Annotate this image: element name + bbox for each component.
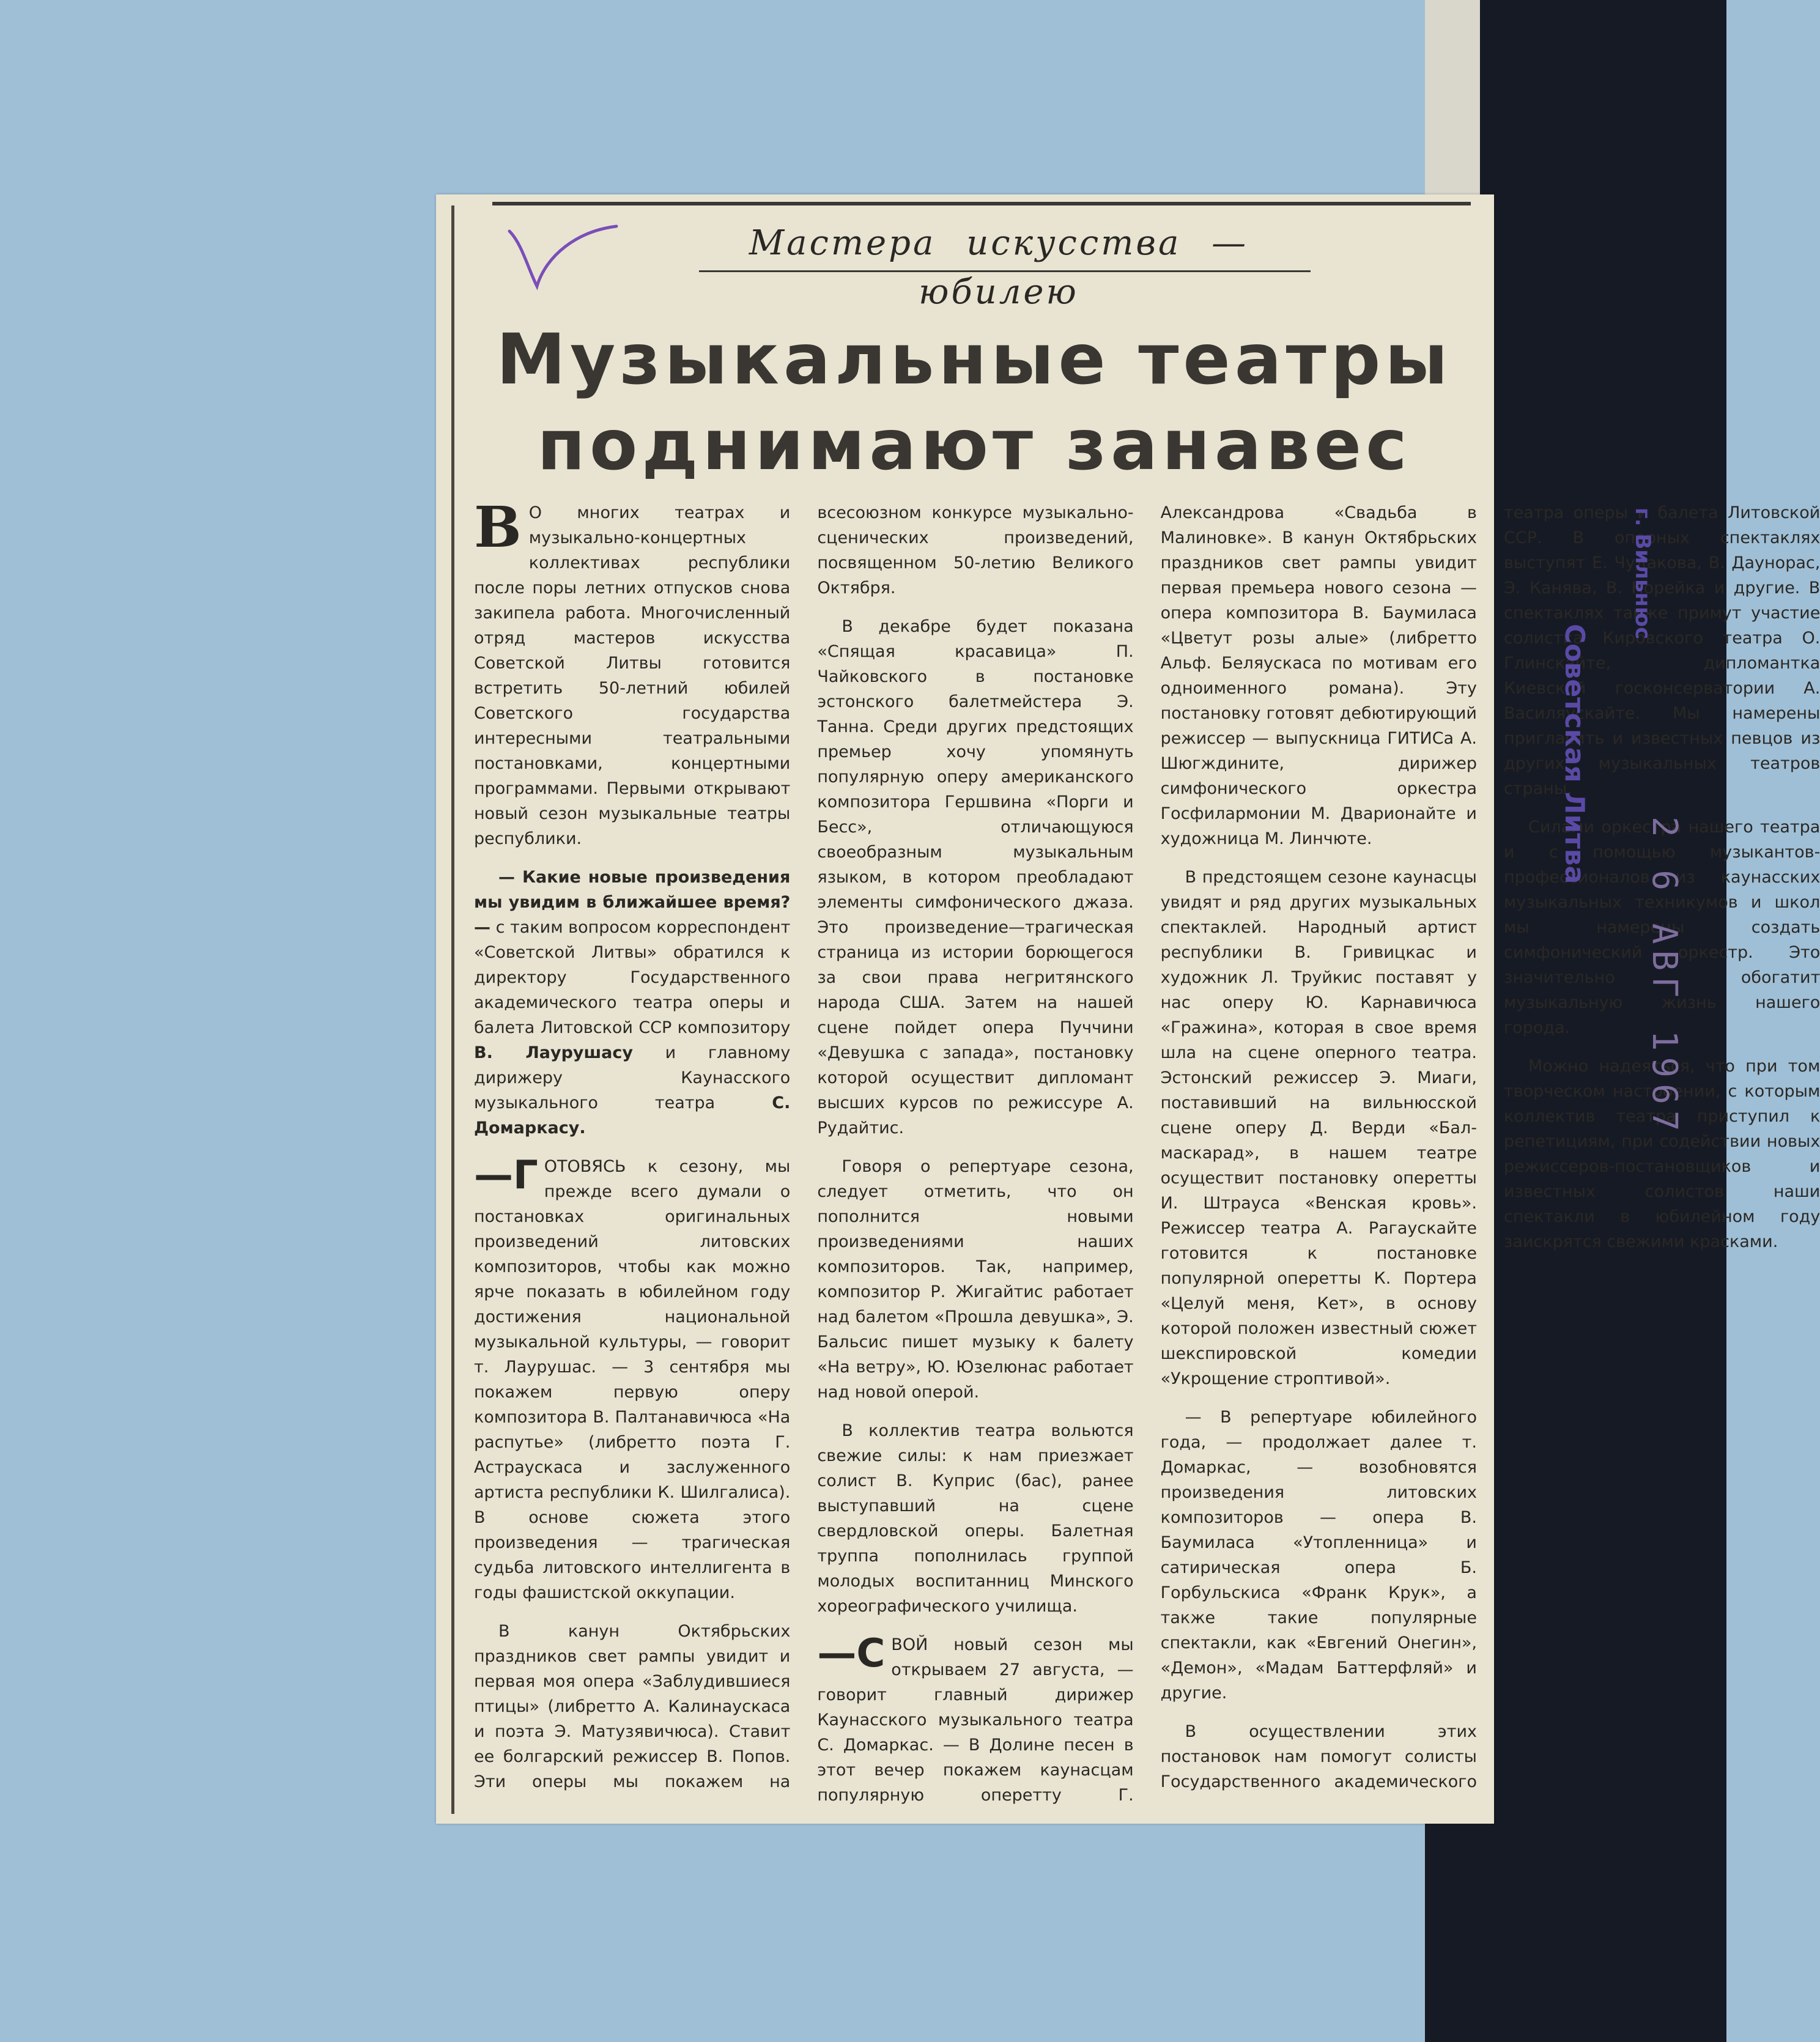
paragraph-6: В предстоящем сезоне каунасцы увидят и ряд других музыкальных спектаклей. Народный артист республики В. Гривицкас и художник Л. Труйкис поставят у нас оперу Ю. Карнавичюса «Гражина», которая в свое время шла на сцене оперного театра. Эстонский режиссер Э. Миаги, поставивший на вильнюсской сцене оперу Д. Верди «Бал-маскарад», в нашем театре осуществит постановку оперетты И. Штрауса «Венская кровь». Режиссер театра А. Рагаускайте готовится к постановке популярной оперетты К. Портера «Целуй меня, Кет», в основу которой положен известный сюжет шекспировской комедии «Укрощение строптивой». (1160, 868, 1477, 1388)
answer-1-cap: —Г (474, 1153, 538, 1198)
question-text-2: и главному дирижеру Каунасского музыкального театра (474, 1043, 791, 1112)
paragraph-7: — В репертуаре юбилейного года, — продолжает далее т. Домаркас, — возобновятся произведения литовских композиторов — опера В. Баумиласа «Утопленница» и сатирическая опера Б. Горбульскиса «Франк Крук», а также такие популярные спектакли, как «Евгений Онегин», «Демон», «Мадам Баттерфляй» и другие. (1160, 1408, 1477, 1703)
question-text: с таким вопросом корреспондент «Советской Литвы» обратился к директору Государственного академического театра оперы и балета Литовской ССР композитору (474, 918, 791, 1037)
intro-paragraph (474, 494, 791, 851)
stamp-date: 2 6 АВГ 1967 (1644, 816, 1684, 1138)
headline-line-1: Музыкальные театры (496, 319, 1452, 400)
question-name-2: С. Домаркасу. (474, 1093, 791, 1138)
question-paragraph (474, 865, 790, 1141)
checkmark-icon (503, 219, 620, 292)
answer-2-cap: —С (817, 1631, 886, 1676)
paragraph-9: Силами оркестра нашего театра и с помощью музыкантов-профессионалов из каунасских музыкальных техникумов и школ мы намерены создать симфонический оркестр. Это значительно обогатит музыкальную жизнь нашего города. (1503, 818, 1820, 1037)
intro-text: О многих театрах и музыкально-концертных коллективах республики после поры летних отпусков снова закипела работа. Многочисленный отряд мастеров искусства Советской Литвы готовится встретить 50-летний юбилей Советского государства интересными театральными постановками, концертными программами. Первыми открывают новый сезон музыкальные театры республики. (474, 503, 791, 848)
paragraph-5: В коллектив театра вольются свежие силы: к нам приезжает солист В. Куприс (бас), ранее выступавший на сцене свердловской оперы. Балетная труппа пополнилась группой молодых воспитанниц Минского хореографического училища. (817, 1421, 1134, 1616)
question-bold: — Какие новые произведения мы увидим в ближайшее время? — (474, 868, 791, 937)
left-rule (451, 205, 454, 1814)
stamp-city: г. Вильнюс (1630, 508, 1655, 640)
paragraph-3: В декабре будет показана «Спящая красавица» П. Чайковского в постановке эстонского балетмейстера Э. Танна. Среди других предстоящих премьер хочу упомянуть популярную оперу американского композитора Гершвина «Порги и Бесс», отличающуюся своеобразным музыкальным языком, в котором преобладают элементы симфонического джаза. Это произведение—трагическая страница из истории борющегося за свои права негритянского народа США. Затем на нашей сцене пойдет опера Пуччини «Девушка с запада», постановку которой осуществит дипломант высших курсов по режиссуре А. Рудайтис. (817, 617, 1134, 1138)
drop-cap: В (474, 494, 522, 560)
stamp-newspaper: Советская Литва (1559, 624, 1590, 884)
paragraph-4: Говоря о репертуаре сезона, следует отметить, что он пополнится новыми произведениями наших композиторов. Так, например, композитор Р. Жигайтис работает над балетом «Прошла девушка», Э. Бальсис пишет музыку к балету «На ветру», Ю. Юзелюнас работает над новой оперой. (817, 1157, 1134, 1402)
top-rule (492, 202, 1471, 205)
paragraph-2: В канун Октябрьских праздников свет рампы увидит и первая моя опера «Заблудившиеся птицы» (либретто А. Калинаускаса и поэта Э. Матузявичюса). Ставит ее болгарский режиссер В. Попов. Эти оперы мы покажем на всесоюзном конкурсе музыкально-сценических произведений, посвященном 50-летию Великого Октября. (474, 503, 1134, 1791)
rubric-title: Мастера искусства — юбилею (749, 223, 1249, 312)
question-name-1: В. Лаурушасу (474, 1043, 633, 1062)
rubric-underline (699, 270, 1311, 272)
answer-1-text: ОТОВЯСЬ к сезону, мы прежде всего думали о постановках оригинальных произведений литовских композиторов, чтобы как можно ярче показать в юбилейном году достижения национальной музыкальной культуры, — говорит т. Лаурушас. — 3 сентября мы покажем первую оперу композитора В. Палтанавичюса «На распутье» (либретто поэта Г. Астраускаса и заслуженного артиста республики К. Шилгалиса). В основе сюжета этого произведения — трагическая судьба литовского интеллигента в годы фашистской оккупации. (474, 1157, 791, 1602)
headline (473, 317, 1476, 488)
paragraph-10: Можно надеяться, что при том творческом настроении, с которым коллектив театра приступил к репетициям, при содействии новых режиссеров-постановщиков и известных солистов наши спектакли в юбилейном году заискрятся свежими красками. (1503, 1057, 1820, 1251)
paragraph-8: В осуществлении этих постановок нам помогут солисты Государственного академического театра оперы и балета Литовской ССР. В оперных спектаклях выступят Е. Чудакова, В. Даунорас, Э. Канява, В. Норейка и другие. В спектаклях также примут участие солистка Кировского театра О. Глинскайте, дипломантка Киевской госконсерватории А. Василяускайте. Мы намерены пригласить и известных певцов из других музыкальных театров страны. (1160, 503, 1820, 1791)
headline-line-2: поднимают занавес (537, 404, 1411, 486)
answer-2-text: ВОЙ новый сезон мы открываем 27 августа, — говорит главный дирижер Каунасского музыкального театра С. Домаркас. — В Долине песен в этот вечер покажем каунасцам популярную оперетту Г. Александрова «Свадьба в Малиновке». В канун Октябрьских праздников свет рампы увидит первая премьера нового сезона — опера композитора В. Баумиласа «Цветут розы алые» (либретто Альф. Беляускаса по мотивам его одноименного романа). Эту постановку готовят дебютирующий режиссер — выпускница ГИТИСа А. Шюгждините, дирижер симфонического оркестра Госфилармонии М. Дварионайте и художница М. Линчюте. (817, 503, 1477, 1805)
answer-1-paragraph (474, 1154, 790, 1605)
